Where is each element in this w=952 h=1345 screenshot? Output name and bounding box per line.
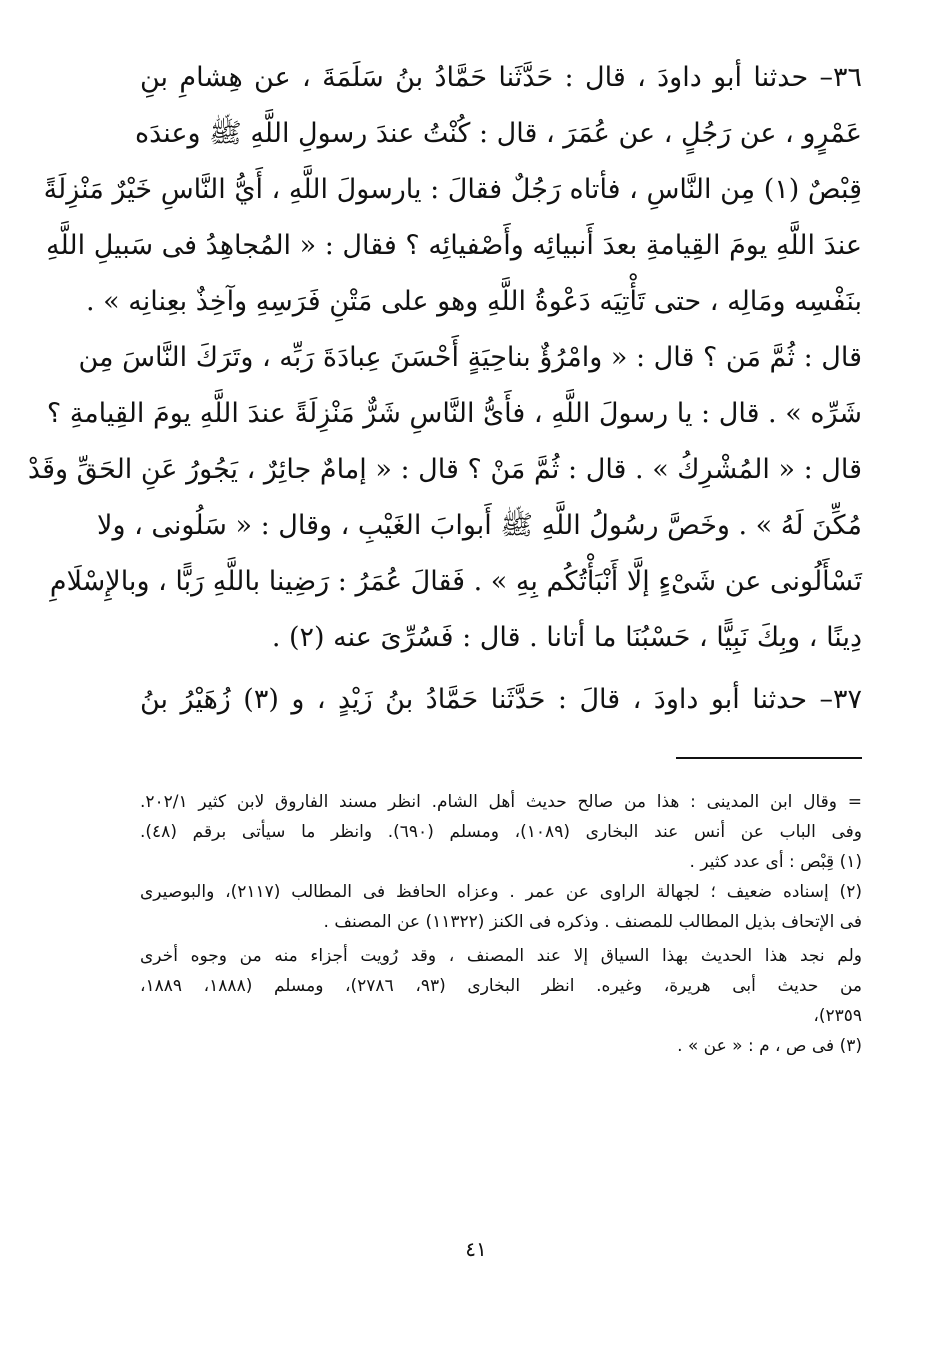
footnote-line-7: من حديث أبى هريرة، وغيره. انظر البخارى (٩٣، ٢٧٨٦)، ومسلم (١٨٨٨، ١٨٨٩، [140,976,863,996]
hadith-36-line-6: قال : ثُمَّ مَن ؟ قال : « وامْرُؤٌ بناحِيَةٍ أَحْسَنَ عِبادَةَ رَبِّه ، وتَرَكَ النَّاسَ مِن [78,342,862,373]
hadith-36-line-3: قِبْصٌ (١) مِن النَّاسِ ، فأتاه رَجُلٌ فقالَ : يارسولَ اللَّهِ ، أَيُّ النَّاسِ خَيْرٌ مَنْزِلَةً [43,174,862,205]
footnote-line-6: ولم نجد هذا الحديث بهذا السياق إلا عند المصنف ، وقد رُويت أجزاء منه من وجوه أخرى [140,946,862,966]
footnote-line-2: وفى الباب عن أنس عند البخارى (١٠٨٩)، ومسلم (٦٩٠). وانظر ما سيأتى برقم (٤٨). [140,822,863,842]
hadith-36-line-8: قال : « المُشْرِكُ » . قال : ثُمَّ مَنْ ؟ قال : « إمامٌ جائِرٌ ، يَجُورُ عَنِ الحَقِّ وقَدْ [27,454,862,485]
hadith-36-line-2: عَمْرٍو ، عن رَجُلٍ ، عن عُمَرَ ، قال : كُنْتُ عندَ رسولِ اللَّهِ ﷺ وعندَه [134,118,862,149]
hadith-37-line-1: ٣٧– حدثنا أبو داودَ ، قالَ : حَدَّثَنا حَمَّادُ بنُ زَيْدٍ ، و (٣) زُهَيْرُ بنُ [140,684,862,715]
page-number: ٤١ [465,1237,487,1261]
footnote-line-8: ٢٣٥٩)، [813,1006,862,1026]
hadith-36-line-11: دِينًا ، وبِكَ نَبِيًّا ، حَسْبُنَا ما أتانا . قال : فَسُرِّىَ عنه (٢) . [271,622,862,653]
footnote-line-9: (٣) فى ص ، م : « عن » . [677,1036,862,1056]
footnote-line-4: (٢) إسناده ضعيف ؛ لجهالة الراوى عن عمر . وعزاه الحافظ فى المطالب (٢١١٧)، والبوصيرى [140,882,862,902]
footnotes-block [140,787,862,1061]
footnote-separator [676,757,862,759]
main-text-block [27,50,862,728]
hadith-36-line-10: تَسْأَلُونى عن شَىْءٍ إلَّا أَنْبَأْتُكُم بِهِ » . فَقالَ عُمَرُ : رَضِينا باللَّهِ رَبًّا ، وبالإِسْلَامِ [49,566,862,597]
hadith-36-line-4: عندَ اللَّهِ يومَ القِيامةِ بعدَ أَنبيائِه وأَصْفيائِه ؟ فقال : « المُجاهِدُ فى سَبيلِ اللَّهِ [45,230,862,261]
hadith-36-line-1: ٣٦– حدثنا أبو داودَ ، قال : حَدَّثَنا حَمَّادُ بنُ سَلَمَةَ ، عن هِشامِ بنِ [140,62,862,93]
hadith-36-line-7: شَرِّه » . قال : يا رسولَ اللَّهِ ، فأَىُّ النَّاسِ شَرٌّ مَنْزِلَةً عندَ اللَّهِ يومَ القِيامةِ ؟ [46,398,862,429]
hadith-36-line-9: مُكِّنَ لَهُ » . وخَصَّ رسُولُ اللَّهِ ﷺ أَبوابَ الغَيْبِ ، وقال : « سَلُونى ، ولا [97,510,862,541]
footnote-line-1: = وقال ابن المدينى : هذا من صالح حديث أهل الشام. انظر مسند الفاروق لابن كثير ٢٠٢/١. [140,792,862,812]
footnote-line-5: فى الإتحاف بذيل المطالب للمصنف . وذكره فى الكنز (١١٣٢٢) عن المصنف . [323,912,862,932]
hadith-36-line-5: بنَفْسِه ومَالِه ، حتى تَأْتِيَه دَعْوةُ اللَّهِ وهو على مَتْنِ فَرَسِهِ وآخِذٌ بعِنانِه » . [85,286,862,317]
footnote-line-3: (١) قِبْص : أى عدد كثير . [689,852,862,872]
